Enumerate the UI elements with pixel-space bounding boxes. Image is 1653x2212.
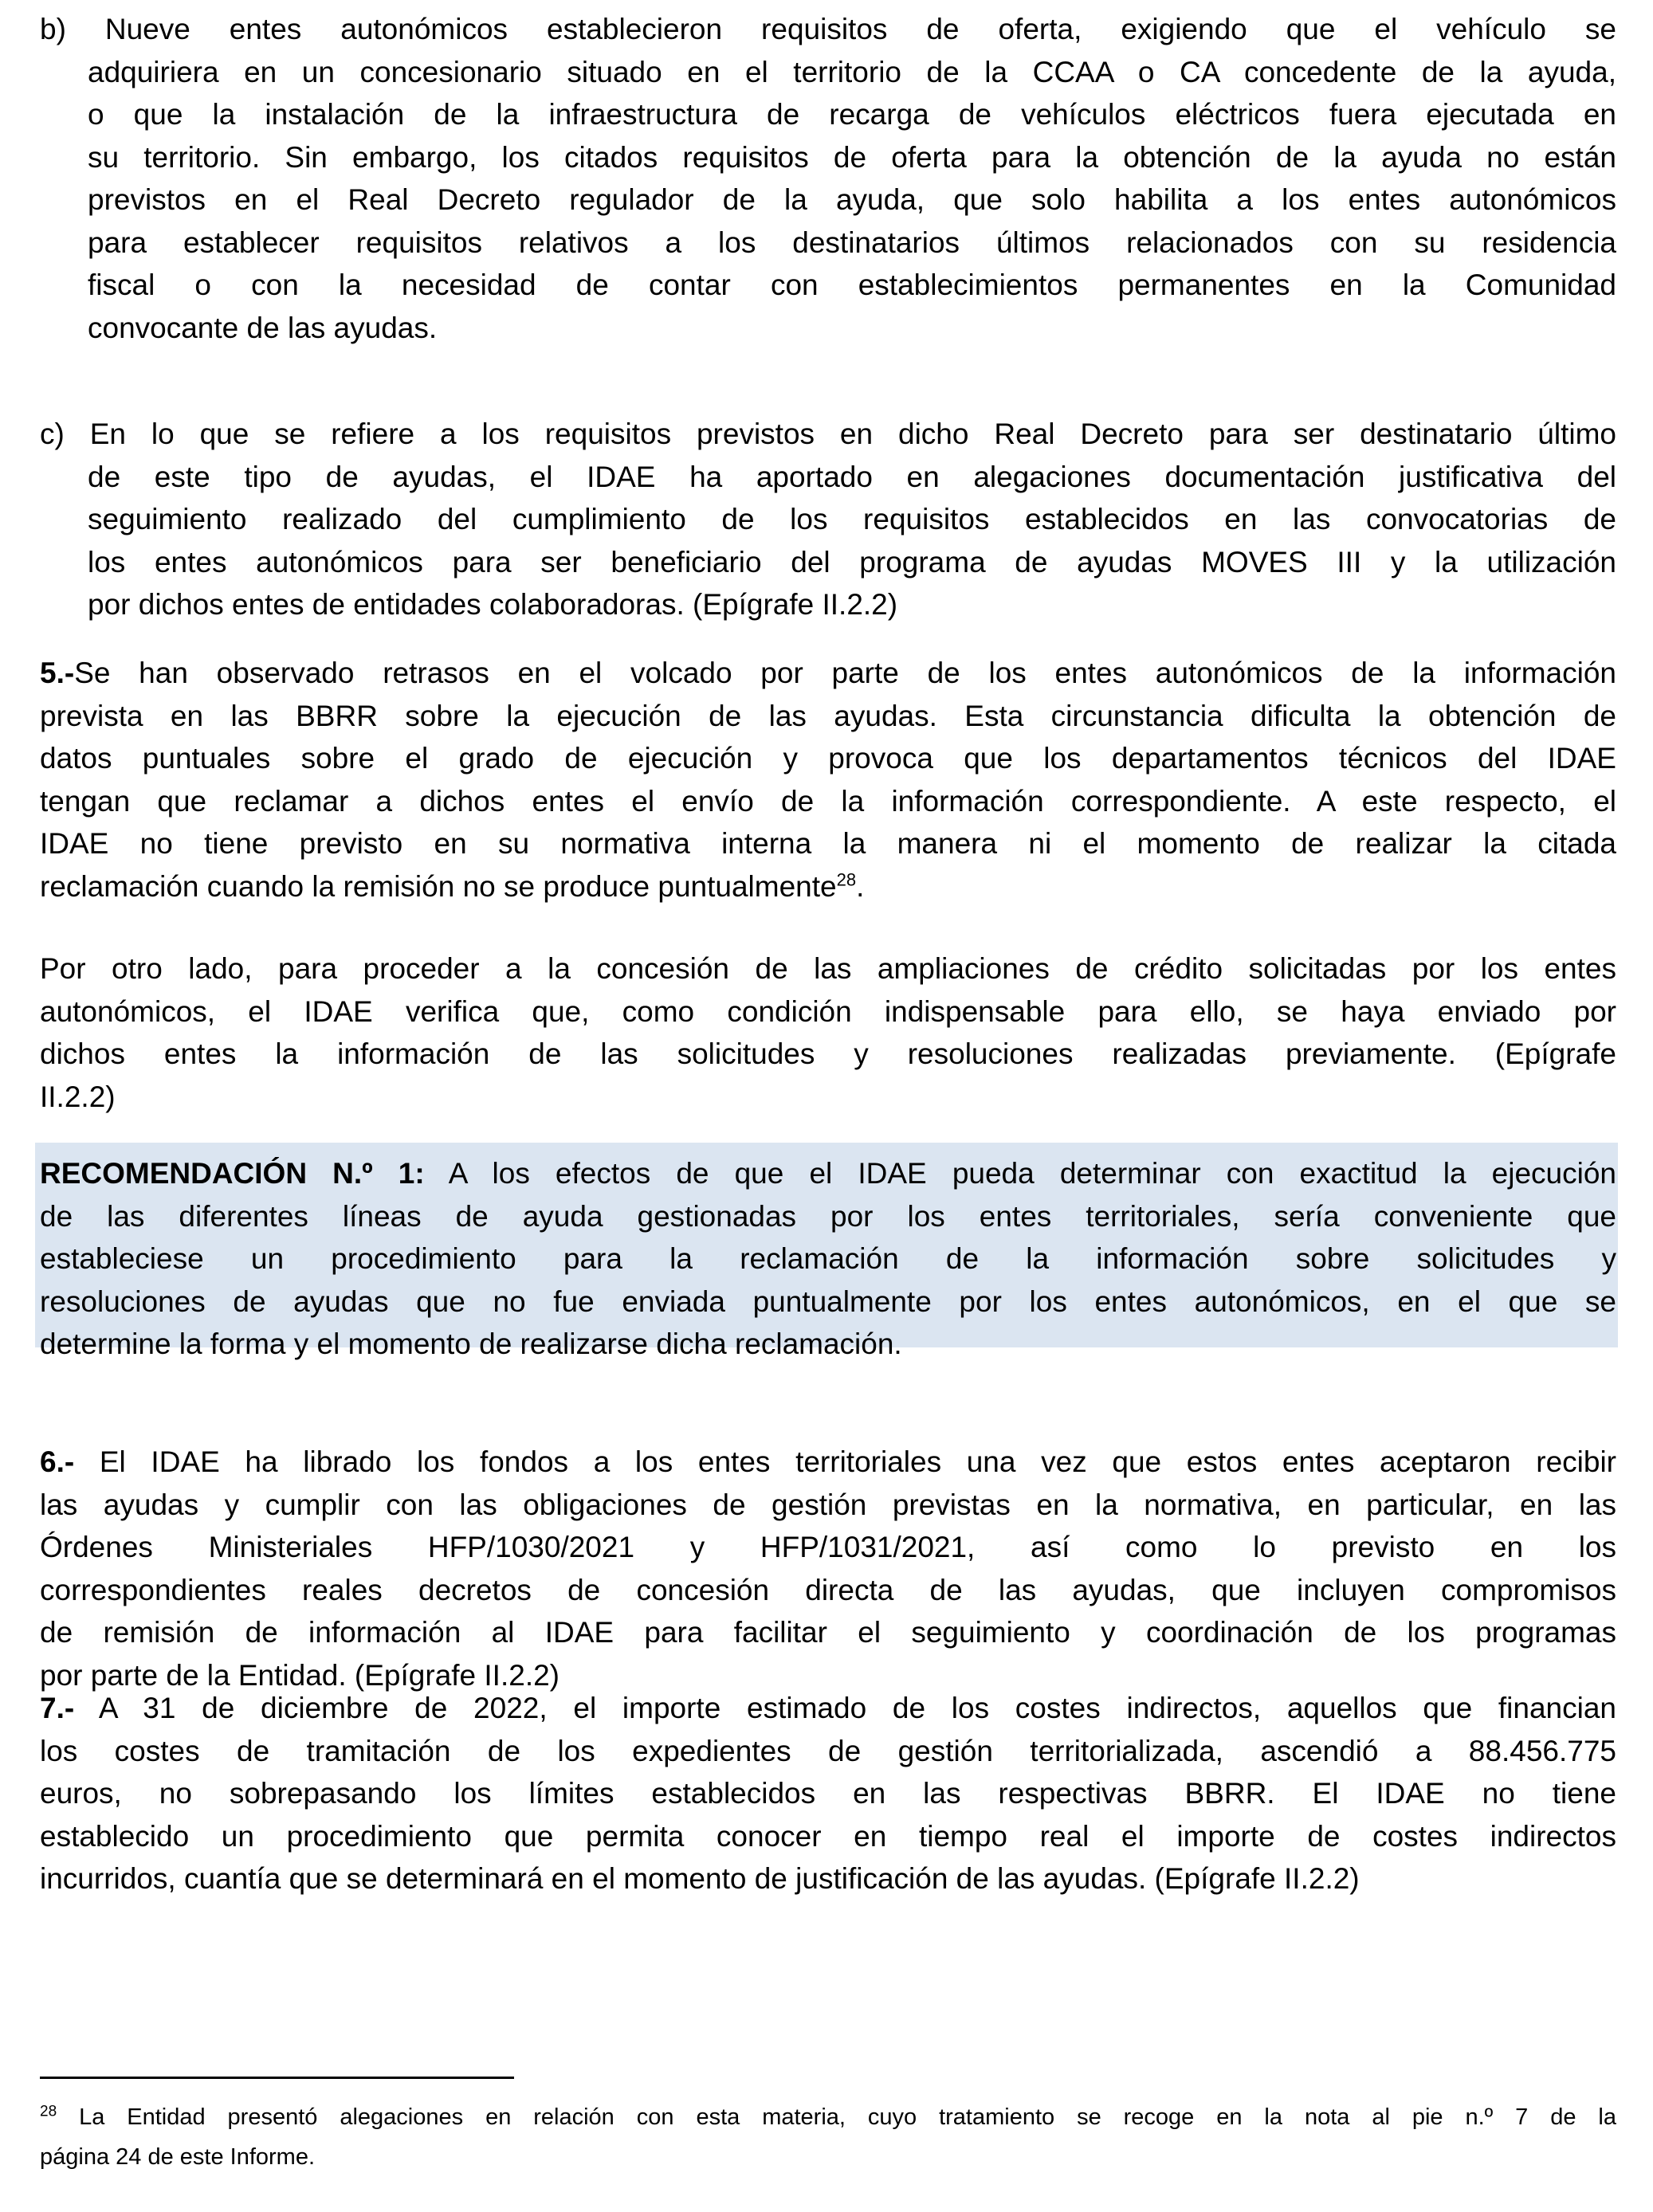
line-text: II.2.2) xyxy=(40,1080,116,1113)
line-text: tengan que reclamar a dichos entes el envío de la información correspondiente. A este respecto, el xyxy=(40,784,1616,818)
line-text: correspondientes reales decretos de concesión directa de las ayudas, que incluyen compromisos xyxy=(40,1573,1616,1606)
text-line xyxy=(40,498,1616,541)
line-text: Órdenes Ministeriales HFP/1030/2021 y HFP/1031/2021, así como lo previsto en los xyxy=(40,1531,1616,1563)
text-line xyxy=(40,1772,1616,1815)
line-text: por parte de la Entidad. (Epígrafe II.2.2) xyxy=(40,1658,560,1692)
line-text: para establecer requisitos relativos a los destinatarios últimos relacionados con su residencia xyxy=(88,226,1616,259)
text-line xyxy=(40,136,1616,179)
text-line xyxy=(40,264,1616,307)
line-text: c) En lo que se refiere a los requisitos previstos en dicho Real Decreto para ser destinatario último xyxy=(40,418,1616,450)
line-text: euros, no sobrepasando los límites establecidos en las respectivas BBRR. El IDAE no tiene xyxy=(40,1777,1616,1810)
finding-5 xyxy=(40,652,1616,908)
text-line xyxy=(40,1076,1616,1119)
line-text: por dichos entes de entidades colaboradoras. (Epígrafe II.2.2) xyxy=(88,588,898,621)
text-line xyxy=(40,1237,1616,1281)
footnote-separator xyxy=(40,2077,514,2079)
text-line xyxy=(40,652,1616,695)
text-line xyxy=(40,413,1616,456)
line-text: Por otro lado, para proceder a la concesión de las ampliaciones de crédito solicitadas por los entes xyxy=(40,952,1616,985)
line-text: determine la forma y el momento de realizarse dicha reclamación. xyxy=(40,1328,902,1360)
line-text: convocante de las ayudas. xyxy=(88,311,438,344)
line-text: resoluciones de ayudas que no fue enviada puntualmente por los entes autonómicos, en el que se xyxy=(40,1284,1616,1318)
text-line xyxy=(40,307,1616,350)
line-text: o que la instalación de la infraestructura de recarga de vehículos eléctricos fuera ejecutada en xyxy=(88,98,1616,131)
text-line xyxy=(40,1323,1616,1366)
line-text: fiscal o con la necesidad de contar con establecimientos permanentes en la Comunidad xyxy=(88,269,1616,301)
footnote xyxy=(40,2097,1616,2177)
line-text: b) Nueve entes autonómicos establecieron requisitos de oferta, exigiendo que el vehículo se xyxy=(40,13,1616,45)
text-line xyxy=(40,1441,1616,1484)
line-text: prevista en las BBRR sobre la ejecución de las ayudas. Esta circunstancia dificulta la obtención de xyxy=(40,699,1616,732)
text-line xyxy=(40,1815,1616,1858)
line-text: dichos entes la información de las solicitudes y resoluciones realizadas previamente. (Epígrafe xyxy=(40,1037,1616,1070)
line-text: de las diferentes líneas de ayuda gestionadas por los entes territoriales, sería conveniente que xyxy=(40,1199,1616,1233)
text-line xyxy=(40,695,1616,738)
line-text: autonómicos, el IDAE verifica que, como condición indispensable para ello, se haya enviado por xyxy=(40,994,1616,1028)
text-line xyxy=(40,1569,1616,1612)
footnote-reference[interactable]: 28 xyxy=(836,869,857,890)
footnote-line xyxy=(40,2137,1616,2177)
line-text: reclamación cuando la remisión no se produce puntualmente xyxy=(40,869,837,903)
text-line xyxy=(40,1152,1616,1195)
line-text: incurridos, cuantía que se determinará en el momento de justificación de las ayudas. (Epígrafe II.2.2) xyxy=(40,1862,1360,1895)
finding-7 xyxy=(40,1687,1616,1900)
line-text: los costes de tramitación de los expedientes de gestión territorializada, ascendió a 88.456.775 xyxy=(40,1734,1616,1767)
line-text: establecido un procedimiento que permita conocer en tiempo real el importe de costes indirectos xyxy=(40,1819,1616,1853)
bold-heading: 7.- xyxy=(40,1692,75,1724)
text-line xyxy=(40,947,1616,990)
text-line xyxy=(40,780,1616,823)
bold-heading: 6.- xyxy=(40,1445,75,1478)
text-line xyxy=(40,1611,1616,1654)
line-text: los entes autonómicos para ser beneficiario del programa de ayudas MOVES III y la utilización xyxy=(88,545,1616,578)
text-line xyxy=(40,1730,1616,1773)
footnote-line xyxy=(40,2097,1616,2137)
footnote-text: página 24 de este Informe. xyxy=(40,2144,316,2170)
text-line xyxy=(40,51,1616,94)
footnote-text: La Entidad presentó alegaciones en relación con esta materia, cuyo tratamiento se recoge en la nota al pie n.º 7 de la xyxy=(57,2104,1616,2130)
line-text: El IDAE ha librado los fondos a los entes territoriales una vez que estos entes aceptaron recibir xyxy=(74,1445,1616,1478)
text-line xyxy=(40,1195,1616,1238)
paragraph-b xyxy=(40,8,1616,349)
paragraph-credit-extensions xyxy=(40,947,1616,1118)
footnote-number: 28 xyxy=(40,2103,57,2120)
line-text: IDAE no tiene previsto en su normativa interna la manera ni el momento de realizar la citada xyxy=(40,827,1616,860)
line-text: A los efectos de que el IDAE pueda determinar con exactitud la ejecución xyxy=(424,1157,1616,1190)
line-text: previstos en el Real Decreto regulador de la ayuda, que solo habilita a los entes autonómicos xyxy=(88,183,1616,216)
line-text: su territorio. Sin embargo, los citados requisitos de oferta para la obtención de la ayuda no están xyxy=(88,140,1616,174)
line-text-end: . xyxy=(856,869,865,903)
line-text: adquiriera en un concesionario situado en el territorio de la CCAA o CA concedente de la ayuda, xyxy=(88,55,1616,88)
bold-heading: RECOMENDACIÓN N.º 1: xyxy=(40,1157,425,1190)
line-text: Se han observado retrasos en el volcado por parte de los entes autonómicos de la información xyxy=(74,657,1616,689)
line-text: seguimiento realizado del cumplimiento de los requisitos establecidos en las convocatorias de xyxy=(88,503,1616,535)
line-text: de remisión de información al IDAE para facilitar el seguimiento y coordinación de los programas xyxy=(40,1616,1616,1649)
paragraph-c xyxy=(40,413,1616,626)
text-line xyxy=(40,178,1616,222)
text-line xyxy=(40,737,1616,780)
text-line xyxy=(40,1033,1616,1076)
text-line xyxy=(40,1526,1616,1569)
line-text: de este tipo de ayudas, el IDAE ha aportado en alegaciones documentación justificativa del xyxy=(88,460,1616,493)
bold-heading: 5.- xyxy=(40,657,75,689)
line-text: datos puntuales sobre el grado de ejecución y provoca que los departamentos técnicos del IDAE xyxy=(40,742,1616,775)
line-text: A 31 de diciembre de 2022, el importe estimado de los costes indirectos, aquellos que financian xyxy=(74,1692,1616,1724)
text-line xyxy=(40,8,1616,51)
text-line xyxy=(40,1687,1616,1730)
text-line xyxy=(40,822,1616,865)
text-line xyxy=(40,541,1616,584)
line-text: las ayudas y cumplir con las obligaciones de gestión previstas en la normativa, en particular, en las xyxy=(40,1488,1616,1521)
text-line xyxy=(40,1857,1616,1900)
text-line xyxy=(40,1484,1616,1527)
text-line xyxy=(40,865,1616,908)
line-text: estableciese un procedimiento para la reclamación de la información sobre solicitudes y xyxy=(40,1242,1616,1275)
text-line xyxy=(40,93,1616,136)
text-line xyxy=(40,583,1616,626)
text-line xyxy=(40,990,1616,1033)
finding-6 xyxy=(40,1441,1616,1696)
recommendation-1 xyxy=(40,1152,1616,1366)
text-line xyxy=(40,222,1616,265)
text-line xyxy=(40,456,1616,499)
text-line xyxy=(40,1281,1616,1324)
